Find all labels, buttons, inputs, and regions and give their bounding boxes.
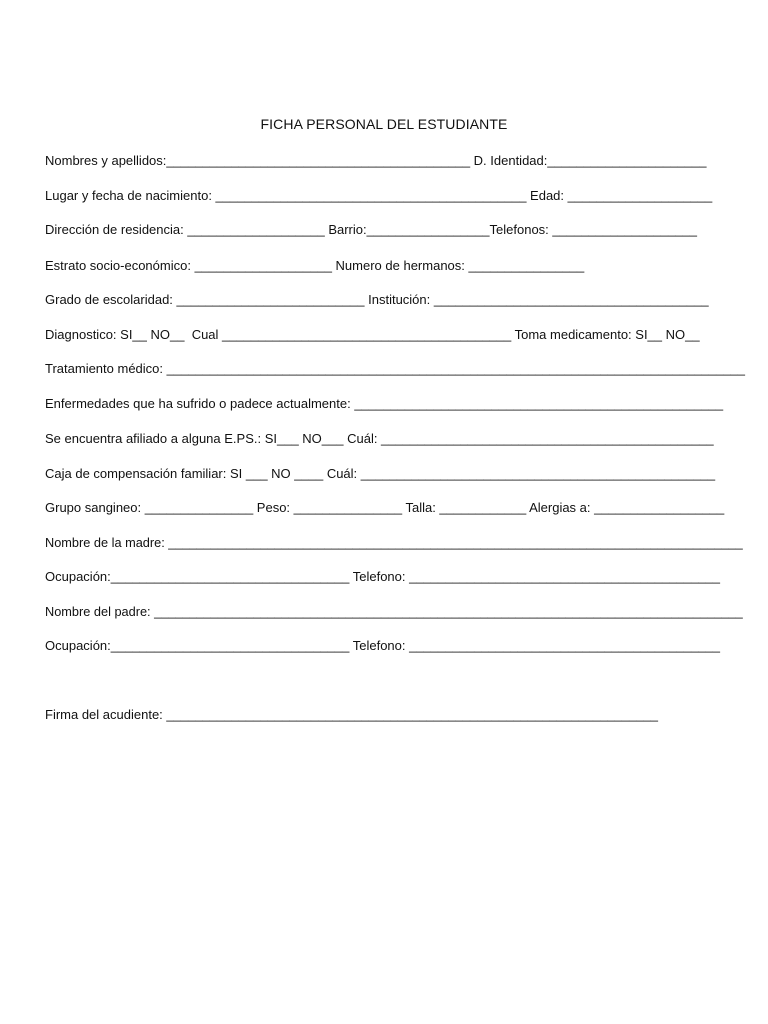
field-direccion-barrio-telefonos: Dirección de residencia: ___________________ Barrio:_________________Telefonos: ____________________ xyxy=(45,222,697,237)
field-firma-acudiente: Firma del acudiente: ____________________________________________________________________ xyxy=(45,707,659,722)
field-enfermedades: Enfermedades que ha sufrido o padece actualmente: ___________________________________________________ xyxy=(45,396,724,411)
field-estrato-hermanos: Estrato socio-económico: ___________________ Numero de hermanos: ________________ xyxy=(45,258,585,273)
field-tratamiento: Tratamiento médico: ________________________________________________________________________________ xyxy=(45,361,746,376)
field-grupo-peso-talla-alergias: Grupo sangineo: _______________ Peso: _______________ Talla: ____________ Alergias a: __________________ xyxy=(45,500,725,515)
field-ocupacion-padre: Ocupación:_________________________________ Telefono: ___________________________________________ xyxy=(45,638,720,653)
field-nacimiento-edad: Lugar y fecha de nacimiento: ___________________________________________ Edad: ____________________ xyxy=(45,188,713,203)
field-caja-compensacion: Caja de compensación familiar: SI ___ NO ____ Cuál: _________________________________________________ xyxy=(45,466,716,481)
field-grado-institucion: Grado de escolaridad: __________________________ Institución: ______________________________________ xyxy=(45,292,709,307)
form-title: FICHA PERSONAL DEL ESTUDIANTE xyxy=(260,116,508,132)
field-ocupacion-madre: Ocupación:_________________________________ Telefono: ___________________________________________ xyxy=(45,569,720,584)
field-diagnostico-medicamento: Diagnostico: SI__ NO__ Cual ________________________________________ Toma medicamento: SI__ NO__ xyxy=(45,327,700,342)
field-nombre-padre: Nombre del padre: ___________________________________________________________________________________ xyxy=(45,604,743,619)
field-nombres-identidad: Nombres y apellidos:__________________________________________ D. Identidad:______________________ xyxy=(45,153,707,168)
field-eps: Se encuentra afiliado a alguna E.PS.: SI___ NO___ Cuál: ______________________________________________ xyxy=(45,431,714,446)
field-nombre-madre: Nombre de la madre: _________________________________________________________________________________ xyxy=(45,535,743,550)
